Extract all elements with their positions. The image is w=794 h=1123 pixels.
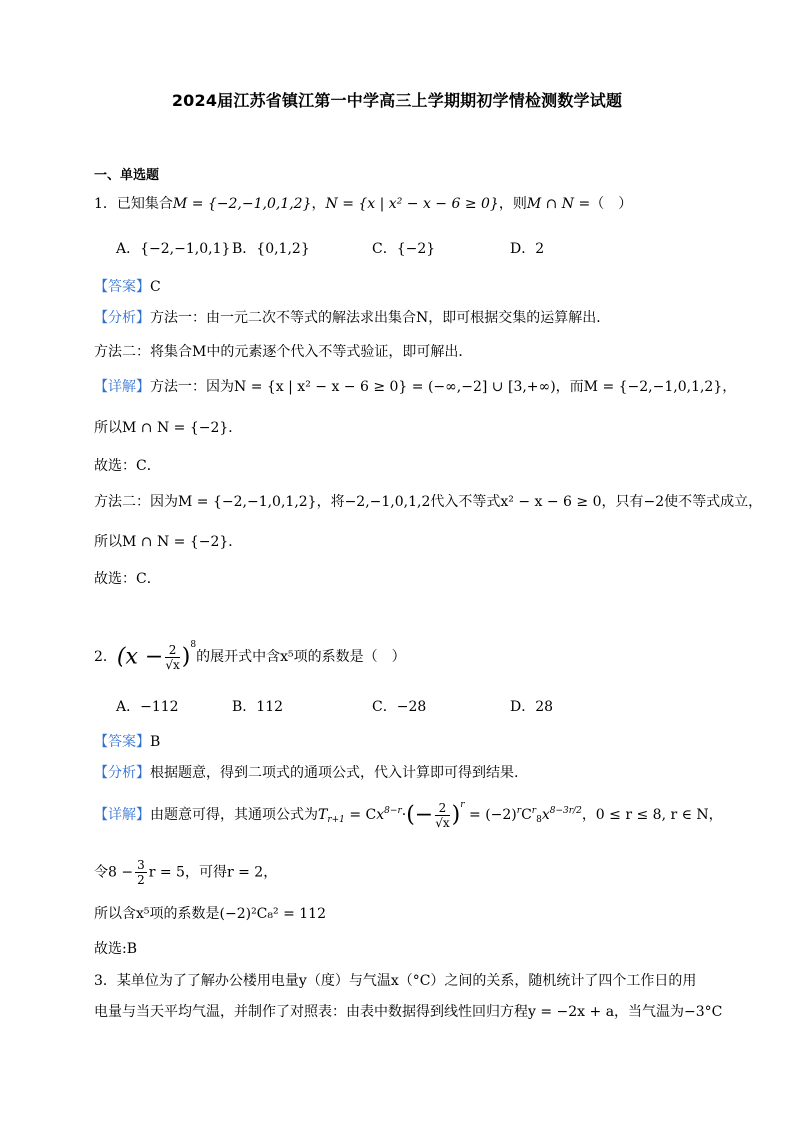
q1-answer [94, 276, 161, 296]
formula-t: T [318, 807, 328, 823]
option-label: A． [116, 699, 141, 715]
option-text: {−2} [396, 241, 436, 257]
answer-value: C [150, 279, 161, 295]
option-label: D． [510, 241, 536, 257]
formula-exp-r: r [460, 800, 465, 810]
q2-detail-4: 故选:B [94, 941, 138, 957]
fraction-denominator: √x [435, 815, 450, 830]
page-title: 2024届江苏省镇江第一中学高三上学期期初学情检测数学试题 [171, 91, 623, 110]
q1-analysis [94, 307, 610, 327]
q2-option-d[interactable] [510, 696, 553, 716]
option-label: D． [510, 699, 536, 715]
question-3-line-1: 3．某单位为了了解办公楼用电量y（度）与气温x（°C）之间的关系，随机统计了四个工作日的用 [94, 973, 697, 989]
formula-x-exp: 8−r [384, 806, 402, 816]
option-text: −112 [140, 699, 179, 715]
formula-x2-exp: 8−3r/2 [549, 806, 582, 816]
analysis-text: 根据题意，得到二项式的通项公式，代入计算即可得到结果. [150, 765, 519, 781]
formula-t-sub: r+1 [327, 815, 345, 825]
q2-detail-1 [94, 800, 723, 830]
q1-detail-6: 故选：C． [94, 571, 161, 587]
q1-detail [94, 376, 736, 396]
q2-fraction [165, 643, 179, 672]
q2-option-c[interactable] [372, 696, 426, 716]
detail-text: r = 5，可得r = 2， [148, 864, 278, 881]
option-label: B． [232, 241, 257, 257]
fraction-numerator: 2 [435, 801, 449, 816]
option-label: C． [372, 699, 397, 715]
q1-set-m: M = {−2,−1,0,1,2} [172, 196, 312, 212]
detail-text-1: 方法一：因为N = {x | x² − x − 6 ≥ 0} = (−∞,−2] ∪ [3,+∞)，而M = {−2,−1,0,1,2}， [150, 379, 737, 395]
formula-c2-sub: 8 [536, 815, 542, 825]
answer-tag: 【答案】 [94, 279, 150, 295]
option-text: 112 [256, 699, 284, 715]
option-text: 28 [535, 699, 554, 715]
q2-stem-text: 的展开式中含x⁵项的系数是（ ） [196, 649, 406, 665]
question-3-line-2: 电量与当天平均气温，并制作了对照表：由表中数据得到线性回归方程y = −2x + a，当气温为−3°C [94, 1004, 723, 1020]
q1-detail-5: 所以M ∩ N = {−2}． [94, 534, 243, 550]
fraction-denominator: 2 [137, 873, 145, 887]
formula-paren-open: (− [406, 802, 434, 828]
formula-tail: ，0 ≤ r ≤ 8, r ∈ N， [581, 807, 723, 823]
detail-text: 令8 − [94, 864, 134, 881]
formula-paren-close: ) [451, 802, 461, 828]
section-heading: 一、单选题 [94, 168, 160, 183]
q1-sep: ， [311, 196, 326, 212]
q2-option-a[interactable] [116, 696, 179, 716]
q1-option-d[interactable] [510, 238, 544, 258]
q1-option-a[interactable] [116, 238, 230, 258]
option-text: 2 [535, 241, 545, 257]
q1-stem-a: 1．已知集合 [94, 196, 173, 212]
answer-tag: 【答案】 [94, 734, 150, 750]
q1-analysis-2: 方法二：将集合M中的元素逐个代入不等式验证，即可解出． [94, 344, 473, 360]
q1-paren: （ ） [590, 196, 633, 212]
q1-intersection: M ∩ N = [526, 196, 591, 212]
q1-set-n: N = {x | x² − x − 6 ≥ 0} [325, 196, 499, 212]
question-2-stem [94, 640, 406, 672]
analysis-text-1: 方法一：由一元二次不等式的解法求出集合N，即可根据交集的运算解出． [150, 310, 611, 326]
q2-number: 2． [94, 649, 117, 665]
detail-fraction [135, 858, 147, 887]
option-text: −28 [396, 699, 427, 715]
option-label: A． [116, 241, 141, 257]
q2-answer [94, 731, 160, 751]
q1-option-b[interactable] [232, 238, 310, 258]
detail-text: 由题意可得，其通项公式为 [150, 807, 318, 823]
q2-analysis [94, 762, 518, 782]
question-1-stem [94, 193, 632, 213]
detail-tag: 【详解】 [94, 807, 150, 823]
formula-c2: C [521, 807, 532, 823]
formula-c: = C [344, 807, 377, 823]
formula-dot: · [401, 807, 407, 823]
answer-value: B [150, 734, 161, 750]
fraction-numerator: 3 [137, 858, 145, 872]
q2-power: 8 [190, 640, 197, 650]
q2-option-b[interactable] [232, 696, 283, 716]
fraction-denominator: √x [165, 657, 180, 672]
q1-option-c[interactable] [372, 238, 435, 258]
formula-c2-sup: r [531, 806, 537, 816]
q2-expr-open: (x − [116, 644, 164, 670]
q1-detail-2: 所以M ∩ N = {−2}． [94, 420, 243, 436]
analysis-tag: 【分析】 [94, 310, 150, 326]
q1-stem-b: ，则 [498, 196, 527, 212]
q2-detail-2 [94, 858, 277, 887]
formula-neg-two-exp: r [516, 806, 522, 816]
q2-detail-3: 所以含x⁵项的系数是(−2)²C₈² = 112 [94, 906, 326, 922]
formula-neg-two: = (−2) [464, 807, 517, 823]
analysis-tag: 【分析】 [94, 765, 150, 781]
detail-tag: 【详解】 [94, 379, 150, 395]
option-text: {−2,−1,0,1} [140, 241, 231, 257]
option-label: C． [372, 241, 397, 257]
formula-fraction [435, 801, 449, 830]
option-text: {0,1,2} [256, 241, 310, 257]
q1-detail-4: 方法二：因为M = {−2,−1,0,1,2}，将−2,−1,0,1,2代入不等式x² − x − 6 ≥ 0，只有−2使不等式成立， [94, 494, 763, 510]
option-label: B． [232, 699, 257, 715]
q2-expr-close: ) [181, 644, 191, 670]
formula-x2: x [541, 807, 550, 823]
fraction-numerator: 2 [165, 643, 179, 658]
q1-detail-3: 故选：C． [94, 458, 161, 474]
formula-x: x [376, 807, 385, 823]
